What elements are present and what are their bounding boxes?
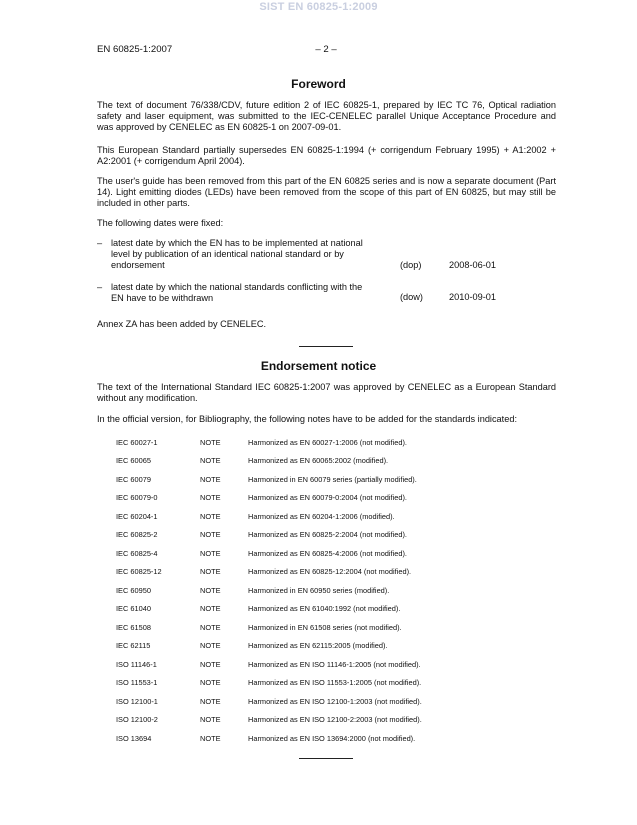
note-label: NOTE [200,567,221,576]
note-label: NOTE [200,697,221,706]
note-label: NOTE [200,715,221,724]
note-standard: ISO 13694 [116,734,152,743]
note-text: Harmonized as EN 60825-4:2006 (not modified). [248,549,407,558]
note-standard: IEC 60079-0 [116,493,158,502]
note-label: NOTE [200,604,221,613]
date-item-date: 2008-06-01 [449,260,496,270]
note-label: NOTE [200,493,221,502]
note-text: Harmonized in EN 61508 series (not modified). [248,623,402,632]
date-item-dash: – [97,238,103,248]
date-item-text: latest date by which the EN has to be implemented at national level by publication of an identical national standard or by endorsement [111,238,363,271]
foreword-title: Foreword [291,77,346,91]
note-text: Harmonized as EN ISO 12100-1:2003 (not modified). [248,697,422,706]
note-text: Harmonized as EN ISO 11553-1:2005 (not modified). [248,678,422,687]
note-standard: IEC 60027-1 [116,438,158,447]
endorsement-paragraph-1: The text of the International Standard IEC 60825-1:2007 was approved by CENELEC as a European Standard without any modification. [97,382,556,404]
note-text: Harmonized as EN 60825-2:2004 (not modified). [248,530,407,539]
note-standard: IEC 60065 [116,456,151,465]
note-label: NOTE [200,438,221,447]
note-standard: ISO 11553-1 [116,678,158,687]
end-divider [299,758,353,759]
note-text: Harmonized as EN 60027-1:2006 (not modified). [248,438,407,447]
note-standard: IEC 61508 [116,623,151,632]
note-text: Harmonized as EN 60079-0:2004 (not modified). [248,493,407,502]
note-text: Harmonized as EN ISO 11146-1:2005 (not modified). [248,660,421,669]
note-text: Harmonized in EN 60079 series (partially modified). [248,475,417,484]
note-label: NOTE [200,475,221,484]
note-label: NOTE [200,586,221,595]
note-label: NOTE [200,641,221,650]
note-label: NOTE [200,456,221,465]
annex-note: Annex ZA has been added by CENELEC. [97,319,267,329]
note-standard: IEC 60079 [116,475,151,484]
note-standard: IEC 60950 [116,586,151,595]
page-number: – 2 – [315,44,337,55]
note-text: Harmonized as EN ISO 13694:2000 (not modified). [248,734,416,743]
note-text: Harmonized as EN 60204-1:2006 (modified). [248,512,395,521]
note-standard: ISO 12100-2 [116,715,158,724]
date-item-code: (dop) [400,260,422,270]
watermark: SIST EN 60825-1:2009 [259,1,378,13]
note-standard: ISO 12100-1 [116,697,158,706]
foreword-paragraph-3: The user's guide has been removed from this part of the EN 60825 series and is now a separate document (Part 14). Light emitting diodes (LEDs) have been removed from the scope of this part of EN 60825, but may still be included in other parts. [97,176,556,209]
note-standard: IEC 60825-4 [116,549,158,558]
note-standard: ISO 11146-1 [116,660,157,669]
note-text: Harmonized as EN 60065:2002 (modified). [248,456,389,465]
note-standard: IEC 61040 [116,604,151,613]
note-label: NOTE [200,660,221,669]
date-item-text: latest date by which the national standards conflicting with the EN have to be withdrawn [111,282,363,304]
foreword-paragraph-1: The text of document 76/338/CDV, future edition 2 of IEC 60825-1, prepared by IEC TC 76, Optical radiation safety and laser equipment, was submitted to the IEC-CENELEC parallel Unique Acceptance Procedure and was approved by CENELEC as EN 60825-1 on 2007-09-01. [97,100,556,133]
note-label: NOTE [200,512,221,521]
foreword-paragraph-2: This European Standard partially supersedes EN 60825-1:1994 (+ corrigendum February 1995) + A1:2002 + A2:2001 (+ corrigendum April 2004). [97,145,556,167]
note-label: NOTE [200,678,221,687]
note-label: NOTE [200,549,221,558]
header-doc-ref: EN 60825-1:2007 [97,44,173,55]
note-text: Harmonized as EN 61040:1992 (not modified). [248,604,401,613]
foreword-paragraph-4: The following dates were fixed: [97,218,224,228]
note-standard: IEC 62115 [116,641,151,650]
note-text: Harmonized as EN ISO 12100-2:2003 (not modified). [248,715,422,724]
endorsement-paragraph-2: In the official version, for Bibliography, the following notes have to be added for the standards indicated: [97,414,517,424]
date-item-dash: – [97,282,103,292]
date-item-date: 2010-09-01 [449,292,496,302]
section-divider [299,346,353,347]
note-standard: IEC 60825-12 [116,567,162,576]
note-text: Harmonized in EN 60950 series (modified). [248,586,390,595]
note-text: Harmonized as EN 62115:2005 (modified). [248,641,388,650]
note-text: Harmonized as EN 60825-12:2004 (not modified). [248,567,412,576]
note-standard: IEC 60204-1 [116,512,158,521]
endorsement-title: Endorsement notice [260,359,377,373]
note-label: NOTE [200,530,221,539]
note-standard: IEC 60825-2 [116,530,158,539]
note-label: NOTE [200,623,221,632]
note-label: NOTE [200,734,221,743]
date-item-code: (dow) [400,292,423,302]
